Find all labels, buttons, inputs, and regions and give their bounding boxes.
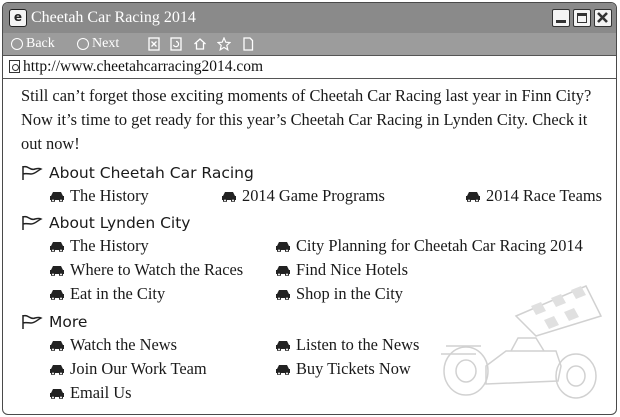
link-the-history[interactable] — [49, 186, 149, 206]
close-button[interactable] — [594, 9, 612, 27]
car-icon — [49, 288, 65, 300]
car-icon — [49, 387, 65, 399]
link-label: Join Our Work Team — [70, 359, 207, 378]
link-the-history[interactable] — [49, 236, 149, 256]
car-icon — [275, 264, 291, 276]
link-listen-to-the-news[interactable] — [275, 335, 419, 355]
link-eat-in-the-city[interactable] — [49, 284, 165, 304]
link-where-to-watch[interactable] — [49, 260, 243, 280]
page-content — [3, 78, 616, 414]
link-email-us[interactable] — [49, 383, 131, 403]
race-car-illustration-icon — [436, 276, 606, 406]
site-page-icon — [9, 60, 20, 73]
minimize-button[interactable] — [552, 9, 570, 27]
link-label: Buy Tickets Now — [296, 359, 411, 378]
flag-icon — [21, 165, 43, 181]
link-label: Watch the News — [70, 335, 178, 354]
car-icon — [49, 240, 65, 252]
car-icon — [275, 288, 291, 300]
close-icon — [597, 12, 608, 23]
car-icon — [465, 190, 481, 202]
link-label: Eat in the City — [70, 284, 166, 303]
flag-icon — [21, 215, 43, 231]
link-2014-game-programs[interactable] — [221, 186, 385, 206]
maximize-button[interactable] — [573, 9, 591, 27]
section-heading-about-cheetah — [21, 164, 254, 182]
intro-paragraph: Still can’t forget those exciting moments of Cheetah Car Racing last year in Finn City? Now it’s time to get ready for this year’s Cheetah Car Racing in Lynden City. Check it out now! — [21, 86, 592, 153]
link-shop-in-the-city[interactable] — [275, 284, 403, 304]
link-label: Where to Watch the Races — [70, 260, 244, 279]
car-icon — [49, 190, 65, 202]
browser-window — [2, 2, 617, 415]
link-watch-the-news[interactable] — [49, 335, 177, 355]
window-title: Cheetah Car Racing 2014 — [31, 9, 196, 26]
nav-toolbar — [3, 33, 616, 55]
link-label: The History — [70, 236, 149, 255]
page-icon[interactable] — [241, 37, 255, 51]
link-label: The History — [70, 186, 149, 205]
car-icon — [49, 363, 65, 375]
link-label: 2014 Race Teams — [486, 186, 602, 205]
car-icon — [275, 339, 291, 351]
refresh-icon[interactable] — [169, 37, 183, 51]
car-icon — [221, 190, 237, 202]
back-button[interactable] — [11, 36, 55, 52]
section-heading-more — [21, 313, 87, 331]
link-label: Find Nice Hotels — [296, 260, 408, 279]
url-text[interactable]: http://www.cheetahcarracing2014.com — [23, 58, 264, 75]
stop-icon[interactable] — [147, 37, 161, 51]
link-label: Email Us — [70, 383, 132, 402]
link-city-planning[interactable] — [275, 236, 583, 256]
next-label: Next — [92, 36, 120, 51]
car-icon — [49, 264, 65, 276]
address-bar[interactable] — [3, 55, 616, 79]
section-heading-about-lynden — [21, 214, 190, 232]
link-label: City Planning for Cheetah Car Racing 2014 — [296, 236, 583, 255]
home-icon[interactable] — [193, 37, 207, 51]
link-2014-race-teams[interactable] — [465, 186, 602, 206]
link-label: Shop in the City — [296, 284, 404, 303]
back-label: Back — [26, 36, 55, 51]
favorites-star-icon[interactable] — [217, 37, 231, 51]
link-find-nice-hotels[interactable] — [275, 260, 408, 280]
link-label: 2014 Game Programs — [242, 186, 385, 205]
car-icon — [49, 339, 65, 351]
link-join-our-work-team[interactable] — [49, 359, 207, 379]
browser-app-icon: e — [9, 9, 27, 27]
section-title: About Cheetah Car Racing — [49, 164, 254, 182]
next-button[interactable] — [77, 36, 119, 52]
title-bar[interactable] — [3, 3, 616, 33]
link-buy-tickets-now[interactable] — [275, 359, 411, 379]
car-icon — [275, 363, 291, 375]
link-label: Listen to the News — [296, 335, 420, 354]
section-title: More — [49, 313, 88, 331]
back-icon — [11, 38, 23, 50]
section-title: About Lynden City — [49, 214, 191, 232]
flag-icon — [21, 314, 43, 330]
car-icon — [275, 240, 291, 252]
next-icon — [77, 38, 89, 50]
